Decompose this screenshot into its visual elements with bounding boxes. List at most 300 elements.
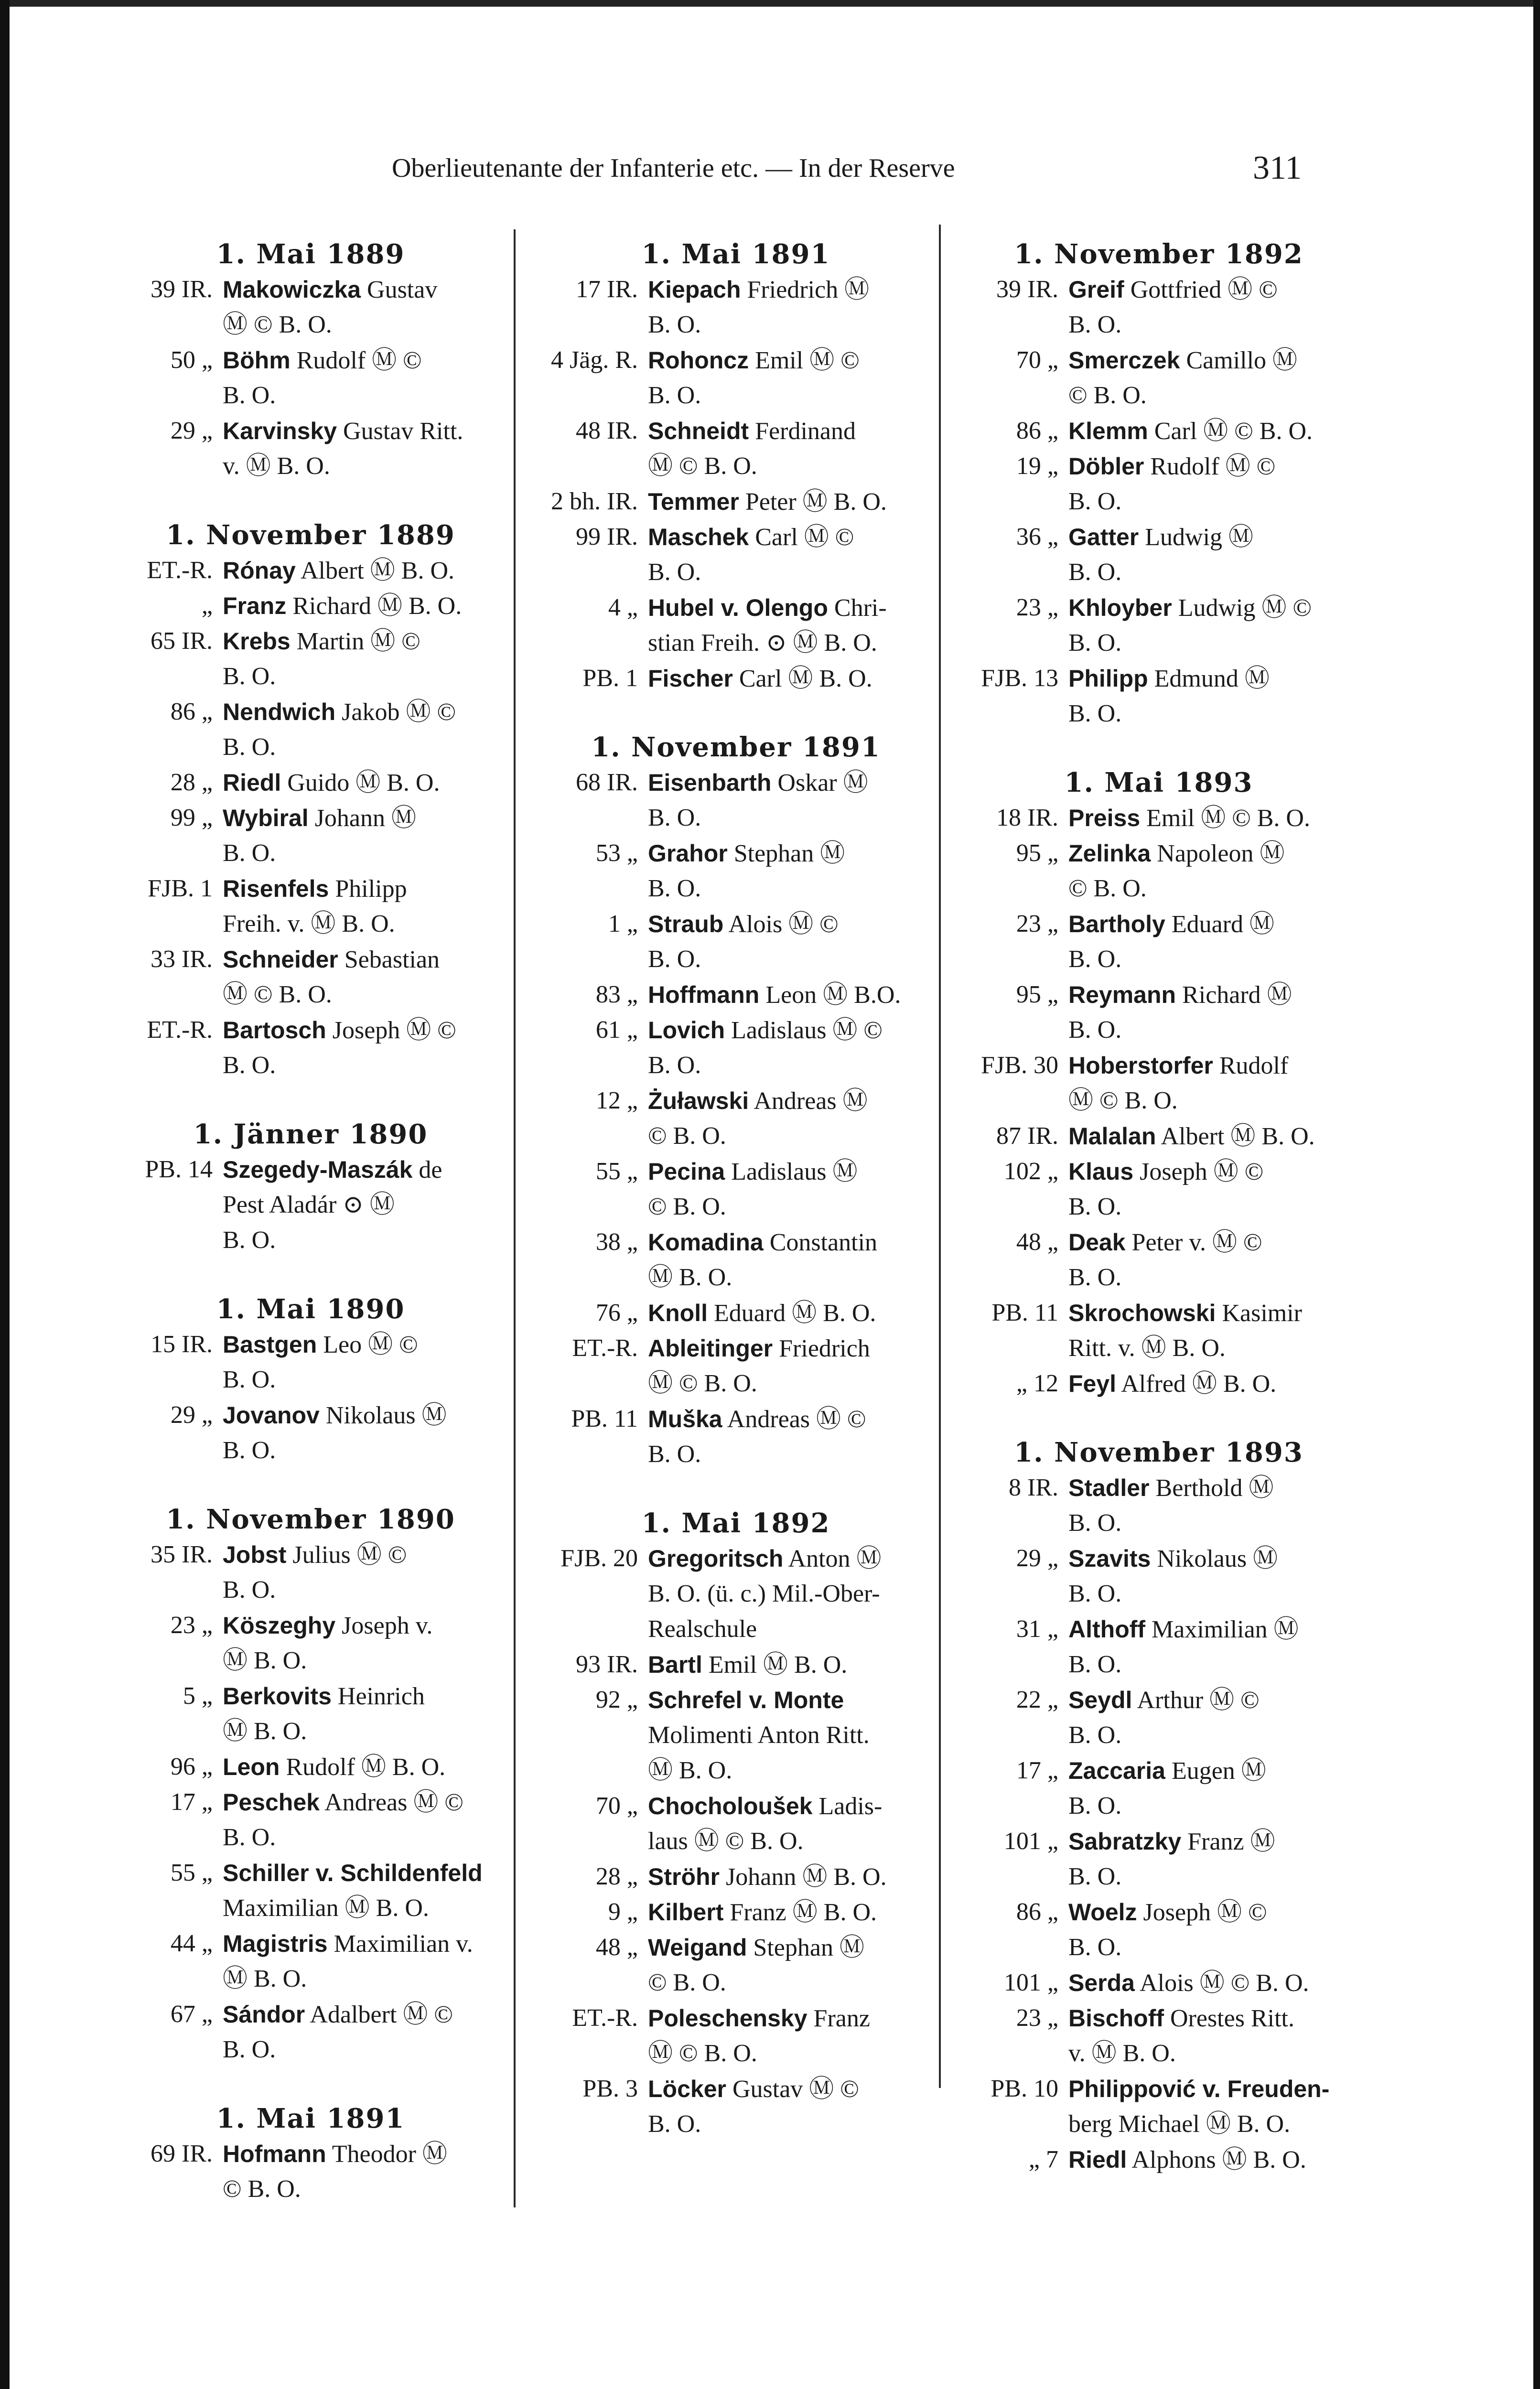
entry-line xyxy=(535,1401,937,1437)
unit-label: FJB. 30 xyxy=(981,1052,1058,1079)
continuation-text: B. O. xyxy=(223,1052,276,1079)
entry-line xyxy=(535,590,937,625)
entry-line xyxy=(956,1894,1362,1930)
continuation-text: Ⓜ © B. O. xyxy=(648,452,757,480)
entry-text xyxy=(648,590,937,626)
entry-line xyxy=(535,1295,937,1331)
officer-details: Napoleon Ⓜ xyxy=(1157,840,1285,867)
officer-surname: Grahor xyxy=(648,840,728,867)
entry-continuation xyxy=(956,555,1362,590)
entry-text xyxy=(648,413,937,449)
continuation-text: Ⓜ © B. O. xyxy=(1068,1087,1178,1114)
officer-surname: Döbler xyxy=(1068,453,1144,480)
officer-surname: Nendwich xyxy=(223,699,336,725)
unit-label: „ 7 xyxy=(1028,2146,1058,2173)
entry-continuation xyxy=(110,1223,511,1258)
unit-label: 19 „ xyxy=(1016,452,1058,480)
entry-line xyxy=(956,1824,1362,1859)
unit-label: 55 „ xyxy=(170,1859,213,1886)
continuation-text: B. O. xyxy=(1068,311,1122,338)
officer-details: Stephan Ⓜ xyxy=(733,840,845,867)
entry-line xyxy=(110,1152,511,1187)
entry-text xyxy=(223,1785,511,1820)
continuation-text: B. O. xyxy=(1068,700,1122,727)
continuation-text: B. O. xyxy=(1068,1016,1122,1044)
entry-text xyxy=(223,1152,511,1188)
entry-continuation xyxy=(956,2107,1362,2142)
officer-surname: Schneidt xyxy=(648,418,749,444)
entry-continuation xyxy=(956,1647,1362,1682)
officer-surname: Skrochowski xyxy=(1068,1300,1216,1326)
entry-text xyxy=(648,661,937,697)
officer-details: Julius Ⓜ © xyxy=(292,1541,407,1569)
entry-line xyxy=(956,272,1362,307)
entry-continuation xyxy=(535,1189,937,1225)
unit-label: 69 IR. xyxy=(151,2140,213,2167)
officer-details: Oskar Ⓜ xyxy=(777,769,868,796)
entry-line xyxy=(110,588,511,624)
officer-details: Chri- xyxy=(834,594,887,622)
unit-label: 86 „ xyxy=(170,698,213,725)
officer-surname: Bartl xyxy=(648,1651,702,1678)
entry-text xyxy=(223,871,511,907)
entry-text xyxy=(648,1225,937,1260)
unit-label: 23 „ xyxy=(1016,910,1058,937)
entry-text xyxy=(648,906,937,942)
column-3 xyxy=(956,237,1362,2177)
entry-text xyxy=(223,2136,511,2172)
entry-text xyxy=(1068,519,1362,555)
officer-details: Franz Ⓜ xyxy=(1187,1828,1275,1855)
column-1 xyxy=(110,237,511,2207)
officer-details: de xyxy=(419,1156,442,1184)
unit-label: 99 IR. xyxy=(576,523,638,550)
entry-continuation xyxy=(110,906,511,942)
officer-surname: Magistris xyxy=(223,1930,328,1957)
officer-surname: Köszeghy xyxy=(223,1612,336,1639)
officer-details: Franz xyxy=(813,2005,870,2032)
unit-label: 61 „ xyxy=(595,1016,638,1044)
entry-continuation xyxy=(535,378,937,413)
continuation-text: B. O. xyxy=(1068,1651,1122,1678)
officer-details: Rudolf xyxy=(1219,1052,1289,1079)
officer-surname: Sabratzky xyxy=(1068,1828,1182,1855)
officer-details: Joseph v. xyxy=(342,1612,433,1639)
section-heading: 1. November 1891 xyxy=(591,732,881,763)
entry-continuation xyxy=(535,2107,937,2142)
unit-label: 39 IR. xyxy=(151,276,213,303)
entry-text xyxy=(648,519,937,555)
officer-surname: Philipp xyxy=(1068,665,1148,692)
unit-label: 36 „ xyxy=(1016,523,1058,550)
continuation-text: B. O. xyxy=(648,559,701,586)
officer-details: Ludwig Ⓜ xyxy=(1145,524,1254,551)
officer-surname: Hubel v. Olengo xyxy=(648,594,828,621)
continuation-text: B. O. xyxy=(223,733,276,761)
officer-surname: Rohoncz xyxy=(648,347,749,374)
entry-text xyxy=(1068,1225,1362,1260)
entry-text xyxy=(648,977,937,1013)
unit-label: 33 IR. xyxy=(151,946,213,973)
unit-label: PB. 3 xyxy=(582,2075,638,2102)
officer-surname: Klemm xyxy=(1068,418,1148,444)
entry-line xyxy=(110,272,511,307)
officer-details: Gottfried Ⓜ © xyxy=(1130,276,1278,303)
officer-details: Stephan Ⓜ xyxy=(753,1934,864,1961)
officer-surname: Karvinsky xyxy=(223,418,337,444)
officer-surname: Temmer xyxy=(648,488,739,515)
entry-text xyxy=(648,1295,937,1331)
section-heading: 1. Mai 1889 xyxy=(216,238,405,270)
officer-surname: Eisenbarth xyxy=(648,769,772,796)
entry-line xyxy=(535,519,937,555)
unit-label: 23 „ xyxy=(1016,2004,1058,2032)
section-heading: 1. November 1893 xyxy=(1014,1437,1303,1468)
unit-label: 31 „ xyxy=(1016,1615,1058,1643)
officer-surname: Pecina xyxy=(648,1158,725,1185)
continuation-text: B. O. xyxy=(1068,1193,1122,1220)
entry-text xyxy=(1068,1119,1362,1154)
officer-surname: Klaus xyxy=(1068,1158,1134,1185)
entry-text xyxy=(1068,661,1362,697)
continuation-text: B. O. xyxy=(1068,946,1122,973)
entry-continuation xyxy=(956,871,1362,906)
officer-details: Ladislaus Ⓜ xyxy=(731,1158,858,1185)
officer-details: Richard Ⓜ B. O. xyxy=(292,592,462,620)
entry-text xyxy=(1068,1612,1362,1647)
officer-surname: Bartosch xyxy=(223,1017,326,1044)
unit-label: 83 „ xyxy=(595,981,638,1008)
continuation-text: Ⓜ © B. O. xyxy=(648,1370,757,1397)
entry-line xyxy=(956,1682,1362,1718)
unit-label: 17 „ xyxy=(170,1788,213,1816)
entry-text xyxy=(1068,1541,1362,1577)
unit-label: 70 „ xyxy=(1016,346,1058,374)
unit-label: 48 IR. xyxy=(576,417,638,444)
entry-text xyxy=(648,2001,937,2036)
unit-label: 86 „ xyxy=(1016,1898,1058,1926)
continuation-text: B. O. xyxy=(223,663,276,690)
entry-text xyxy=(1068,1682,1362,1718)
officer-details: Andreas Ⓜ xyxy=(754,1087,868,1115)
officer-details: Carl Ⓜ © B. O. xyxy=(1154,418,1313,445)
entry-line xyxy=(956,1295,1362,1331)
officer-details: Joseph Ⓜ © xyxy=(332,1017,456,1044)
officer-details: Johann Ⓜ B. O. xyxy=(726,1863,887,1891)
officer-surname: Kiepach xyxy=(648,276,741,303)
continuation-text: B. O. xyxy=(1068,1509,1122,1537)
entry-continuation xyxy=(110,1643,511,1679)
entry-text xyxy=(648,1331,937,1367)
unit-label: PB. 11 xyxy=(991,1299,1058,1326)
entry-continuation xyxy=(110,1891,511,1926)
scan-border-right xyxy=(1533,0,1540,2389)
entry-text xyxy=(648,1647,937,1683)
entry-text xyxy=(223,1398,511,1433)
officer-surname: Hoffmann xyxy=(648,981,760,1008)
officer-surname: Fischer xyxy=(648,665,733,692)
entry-continuation xyxy=(110,307,511,343)
unit-label: 55 „ xyxy=(595,1158,638,1185)
officer-details: Gustav xyxy=(367,276,438,303)
entry-text xyxy=(648,1788,937,1824)
entry-line xyxy=(535,977,937,1012)
entry-continuation xyxy=(110,1433,511,1468)
officer-details: Franz Ⓜ B. O. xyxy=(730,1899,877,1926)
entry-text xyxy=(223,800,511,836)
unit-label: 48 „ xyxy=(1016,1228,1058,1256)
officer-surname: Maschek xyxy=(648,524,749,550)
entry-line xyxy=(110,1785,511,1820)
officer-details: Eduard Ⓜ xyxy=(1171,911,1274,938)
entry-line xyxy=(110,1537,511,1572)
entry-line xyxy=(535,1930,937,1965)
entry-line xyxy=(110,765,511,800)
continuation-text: Ⓜ B. O. xyxy=(223,1647,307,1674)
entry-line xyxy=(535,1788,937,1824)
officer-surname: Bischoff xyxy=(1068,2005,1164,2032)
officer-details: Orestes Ritt. xyxy=(1170,2005,1294,2032)
officer-surname: Chocholoušek xyxy=(648,1793,813,1819)
officer-details: Andreas Ⓜ © xyxy=(727,1406,866,1433)
entry-text xyxy=(1068,1965,1362,2001)
unit-label: 48 „ xyxy=(595,1934,638,1961)
continuation-text: B. O. xyxy=(223,1227,276,1254)
entry-continuation xyxy=(110,1714,511,1749)
officer-surname: Preiss xyxy=(1068,805,1141,831)
officer-details: Nikolaus Ⓜ xyxy=(1157,1545,1278,1572)
officer-surname: Stadler xyxy=(1068,1474,1150,1501)
officer-details: Rudolf Ⓜ © xyxy=(296,347,422,374)
entry-text xyxy=(648,1012,937,1048)
unit-label: 35 IR. xyxy=(151,1541,213,1568)
officer-details: Camillo Ⓜ xyxy=(1186,347,1298,374)
entry-continuation xyxy=(535,1437,937,1472)
entry-line xyxy=(110,1327,511,1362)
entry-text xyxy=(648,1083,937,1119)
officer-surname: Riedl xyxy=(1068,2146,1127,2173)
officer-details: Theodor Ⓜ xyxy=(332,2141,447,2168)
officer-details: Gustav Ⓜ © xyxy=(732,2076,859,2103)
entry-continuation xyxy=(956,2036,1362,2071)
officer-details: Edmund Ⓜ xyxy=(1154,665,1270,692)
entry-continuation xyxy=(110,1820,511,1855)
entry-text xyxy=(1068,1470,1362,1506)
officer-details: Joseph Ⓜ © xyxy=(1143,1899,1267,1926)
officer-surname: Deak xyxy=(1068,1229,1126,1256)
officer-details: Eugen Ⓜ xyxy=(1171,1757,1266,1785)
entry-continuation xyxy=(535,1260,937,1295)
entry-text xyxy=(223,1012,511,1048)
entry-continuation xyxy=(535,625,937,661)
officer-details: Ferdinand xyxy=(755,418,856,445)
entry-continuation xyxy=(956,942,1362,977)
entry-line xyxy=(956,1225,1362,1260)
section-heading: 1. November 1889 xyxy=(166,519,455,551)
entry-text xyxy=(648,1541,937,1577)
unit-label: 1 „ xyxy=(608,910,638,937)
entry-continuation xyxy=(110,836,511,871)
entry-line xyxy=(110,1012,511,1048)
entry-line xyxy=(956,1470,1362,1506)
unit-label: „ xyxy=(201,592,213,619)
running-header: Oberlieutenante der Infanterie etc. — In der Reserve xyxy=(392,153,955,183)
entry-continuation xyxy=(956,1788,1362,1824)
officer-details: Gustav Ritt. xyxy=(343,418,463,445)
entry-line xyxy=(535,1647,937,1682)
entry-text xyxy=(1068,343,1362,378)
unit-label: 29 „ xyxy=(1016,1545,1058,1572)
officer-details: Alois Ⓜ © B. O. xyxy=(1140,1969,1309,1997)
entry-line xyxy=(956,2071,1362,2107)
officer-surname: Riedl xyxy=(223,769,281,796)
entry-text xyxy=(648,1930,937,1966)
officer-surname: Serda xyxy=(1068,1969,1135,1996)
entry-line xyxy=(110,1749,511,1785)
entry-text xyxy=(1068,1295,1362,1331)
unit-label: 65 IR. xyxy=(151,627,213,655)
continuation-text: v. Ⓜ B. O. xyxy=(223,452,330,480)
officer-surname: Löcker xyxy=(648,2076,726,2102)
unit-label: PB. 14 xyxy=(145,1156,213,1183)
unit-label: 12 „ xyxy=(595,1087,638,1114)
entry-continuation xyxy=(535,449,937,484)
section-heading: 1. November 1890 xyxy=(166,1504,455,1535)
continuation-text: B. O. xyxy=(1068,1722,1122,1749)
officer-surname: Berkovits xyxy=(223,1683,332,1710)
entry-continuation xyxy=(535,1965,937,2001)
entry-text xyxy=(223,343,511,378)
unit-label: 101 „ xyxy=(1003,1969,1058,1996)
entry-continuation xyxy=(110,1187,511,1223)
entry-continuation xyxy=(535,1366,937,1401)
officer-details: Andreas Ⓜ © xyxy=(324,1789,463,1816)
entry-line xyxy=(956,519,1362,555)
entry-continuation xyxy=(110,1961,511,1997)
officer-details: Peter v. Ⓜ © xyxy=(1131,1229,1262,1256)
officer-surname: Muška xyxy=(648,1406,722,1432)
unit-label: 95 „ xyxy=(1016,981,1058,1008)
entry-line xyxy=(110,942,511,977)
entry-text xyxy=(223,624,511,659)
entry-continuation xyxy=(535,871,937,906)
continuation-text: stian Freih. ⊙ Ⓜ B. O. xyxy=(648,629,877,656)
entry-text xyxy=(223,588,511,624)
section-heading: 1. Mai 1892 xyxy=(641,1507,830,1539)
unit-label: FJB. 13 xyxy=(981,665,1058,692)
unit-label: 101 „ xyxy=(1003,1828,1058,1855)
continuation-text: B. O. xyxy=(1068,1792,1122,1819)
officer-details: Carl Ⓜ B. O. xyxy=(739,665,872,692)
entry-continuation xyxy=(956,1859,1362,1894)
continuation-text: B. O. xyxy=(648,1441,701,1468)
unit-label: 9 „ xyxy=(608,1898,638,1926)
continuation-text: Molimenti Anton Ritt. xyxy=(648,1722,870,1749)
continuation-text: Ⓜ © B. O. xyxy=(223,981,332,1008)
entry-line xyxy=(535,1331,937,1366)
continuation-text: B. O. xyxy=(648,2110,701,2138)
entry-continuation xyxy=(956,1506,1362,1541)
entry-continuation xyxy=(956,484,1362,519)
entry-text xyxy=(1068,800,1362,836)
officer-details: Maximilian Ⓜ xyxy=(1152,1616,1299,1643)
officer-surname: Leon xyxy=(223,1754,280,1780)
unit-label: 23 „ xyxy=(1016,594,1058,621)
continuation-text: B. O. xyxy=(648,875,701,902)
unit-label: 15 IR. xyxy=(151,1331,213,1358)
unit-label: 95 „ xyxy=(1016,839,1058,867)
officer-details: Emil Ⓜ © B. O. xyxy=(1146,805,1310,832)
continuation-text: berg Michael Ⓜ B. O. xyxy=(1068,2110,1291,2138)
unit-label: PB. 11 xyxy=(571,1405,638,1432)
unit-label: 5 „ xyxy=(183,1682,213,1710)
entry-text xyxy=(223,694,511,730)
section-heading: 1. November 1892 xyxy=(1014,238,1303,270)
entry-text xyxy=(648,1894,937,1930)
officer-details: Albert Ⓜ B. O. xyxy=(300,557,455,584)
entry-line xyxy=(110,800,511,836)
entry-text xyxy=(648,343,937,378)
entry-line xyxy=(110,553,511,588)
unit-label: 102 „ xyxy=(1003,1158,1058,1185)
officer-details: Alfred Ⓜ B. O. xyxy=(1121,1370,1277,1398)
entry-text xyxy=(1068,906,1362,942)
entry-text xyxy=(223,1537,511,1573)
entry-text xyxy=(223,413,511,449)
continuation-text: © B. O. xyxy=(648,1969,726,1996)
entry-text xyxy=(1068,977,1362,1013)
continuation-text: © B. O. xyxy=(1068,875,1147,902)
entry-continuation xyxy=(956,625,1362,661)
continuation-text: © B. O. xyxy=(223,2175,301,2203)
entry-line xyxy=(956,1541,1362,1576)
entry-text xyxy=(648,1859,937,1895)
continuation-text: Ⓜ B. O. xyxy=(223,1718,307,1745)
column-divider xyxy=(939,225,941,2088)
entry-line xyxy=(956,2001,1362,2036)
unit-label: 70 „ xyxy=(595,1792,638,1819)
entry-line xyxy=(110,694,511,730)
officer-surname: Kilbert xyxy=(648,1899,724,1926)
entry-text xyxy=(1068,1048,1362,1084)
unit-label: 28 „ xyxy=(170,769,213,796)
unit-label: ET.-R. xyxy=(572,1334,638,1362)
officer-surname: Knoll xyxy=(648,1300,708,1326)
scan-border-left xyxy=(0,0,10,2389)
entry-text xyxy=(223,765,511,801)
entry-line xyxy=(956,1965,1362,2001)
unit-label: FJB. 20 xyxy=(560,1545,638,1572)
officer-surname: Straub xyxy=(648,911,724,937)
entry-continuation xyxy=(535,1612,937,1647)
officer-surname: Schrefel v. Monte xyxy=(648,1687,844,1713)
unit-label: 50 „ xyxy=(170,346,213,374)
continuation-text: B. O. xyxy=(1068,559,1122,586)
unit-label: 29 „ xyxy=(170,417,213,444)
entry-continuation xyxy=(110,977,511,1012)
entry-line xyxy=(956,800,1362,836)
entry-text xyxy=(648,272,937,308)
entry-continuation xyxy=(956,1576,1362,1612)
officer-details: Jakob Ⓜ © xyxy=(342,699,456,726)
officer-surname: Risenfels xyxy=(223,875,329,902)
entry-text xyxy=(223,1327,511,1363)
entry-line xyxy=(535,1154,937,1189)
page-number: 311 xyxy=(1253,150,1302,186)
entry-continuation xyxy=(535,1048,937,1083)
unit-label: FJB. 1 xyxy=(148,875,213,902)
unit-label: PB. 10 xyxy=(991,2075,1058,2102)
